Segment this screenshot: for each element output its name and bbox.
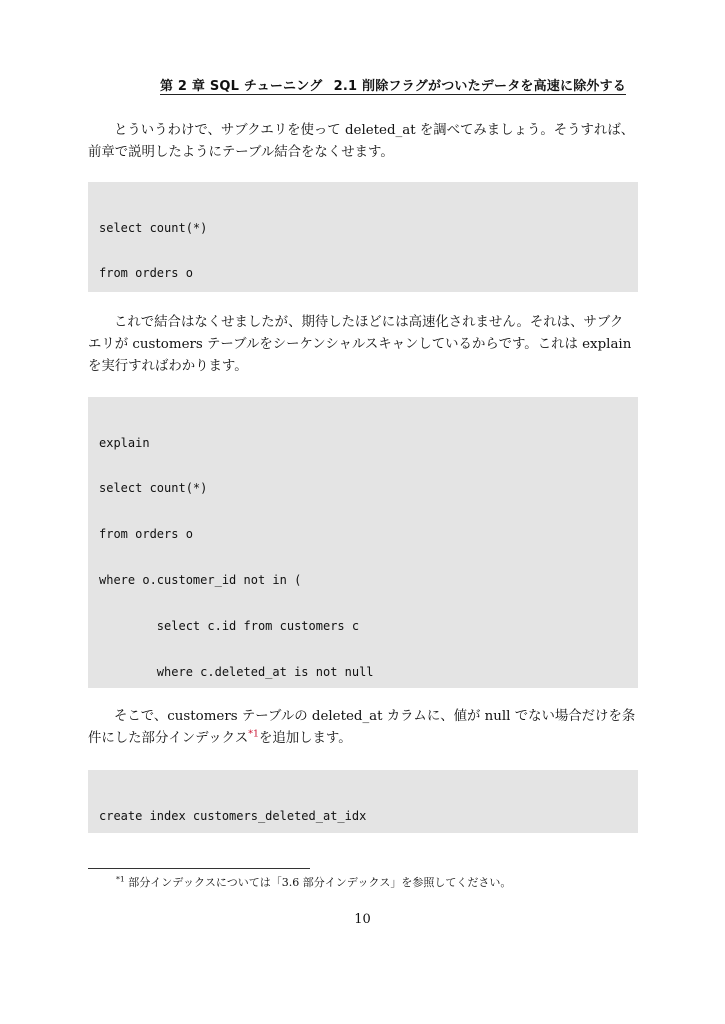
footnote-mark: *1 bbox=[116, 874, 125, 884]
footnote bbox=[116, 874, 511, 890]
code-block-3 bbox=[88, 770, 638, 833]
paragraph-2: これで結合はなくせましたが、期待したほどには高速化されません。それは、サブクエリが customers テーブルをシーケンシャルスキャンしているからです。これは explain を実行すればわかります。 bbox=[88, 315, 632, 374]
chapter-title: 第 2 章 SQL チューニング bbox=[160, 79, 323, 94]
code-block-2 bbox=[88, 397, 638, 688]
code-line: explain bbox=[99, 435, 150, 450]
code-line: where c.deleted_at is not null bbox=[99, 665, 374, 680]
paragraph-3-text: そこで、customers テーブルの deleted_at カラムに、値が null でない場合だけを条件にした部分インデックス bbox=[88, 709, 636, 746]
code-line: from orders o bbox=[99, 266, 193, 281]
running-header bbox=[160, 72, 626, 95]
code-line: where o.customer_id not in ( bbox=[99, 573, 302, 588]
code-line: select count(*) bbox=[99, 481, 208, 496]
code-line: select count(*) bbox=[99, 220, 208, 235]
paragraph-3 bbox=[88, 706, 636, 750]
footnote-divider bbox=[88, 868, 310, 869]
code-line: select c.id from customers c bbox=[99, 619, 360, 634]
code-line: from orders o bbox=[99, 527, 193, 542]
code-line: create index customers_deleted_at_idx bbox=[99, 808, 367, 823]
section-title: 2.1 削除フラグがついたデータを高速に除外する bbox=[333, 79, 626, 94]
paragraph-1: とういうわけで、サブクエリを使って deleted_at を調べてみましょう。そうすれば、前章で説明したようにテーブル結合をなくせます。 bbox=[88, 123, 635, 160]
paragraph-3-tail: を追加します。 bbox=[258, 731, 352, 746]
footnote-ref[interactable]: *1 bbox=[248, 728, 259, 740]
page-number: 10 bbox=[354, 912, 371, 927]
code-block-1 bbox=[88, 182, 638, 292]
footnote-text: 部分インデックスについては「3.6 部分インデックス」を参照してください。 bbox=[128, 876, 512, 889]
